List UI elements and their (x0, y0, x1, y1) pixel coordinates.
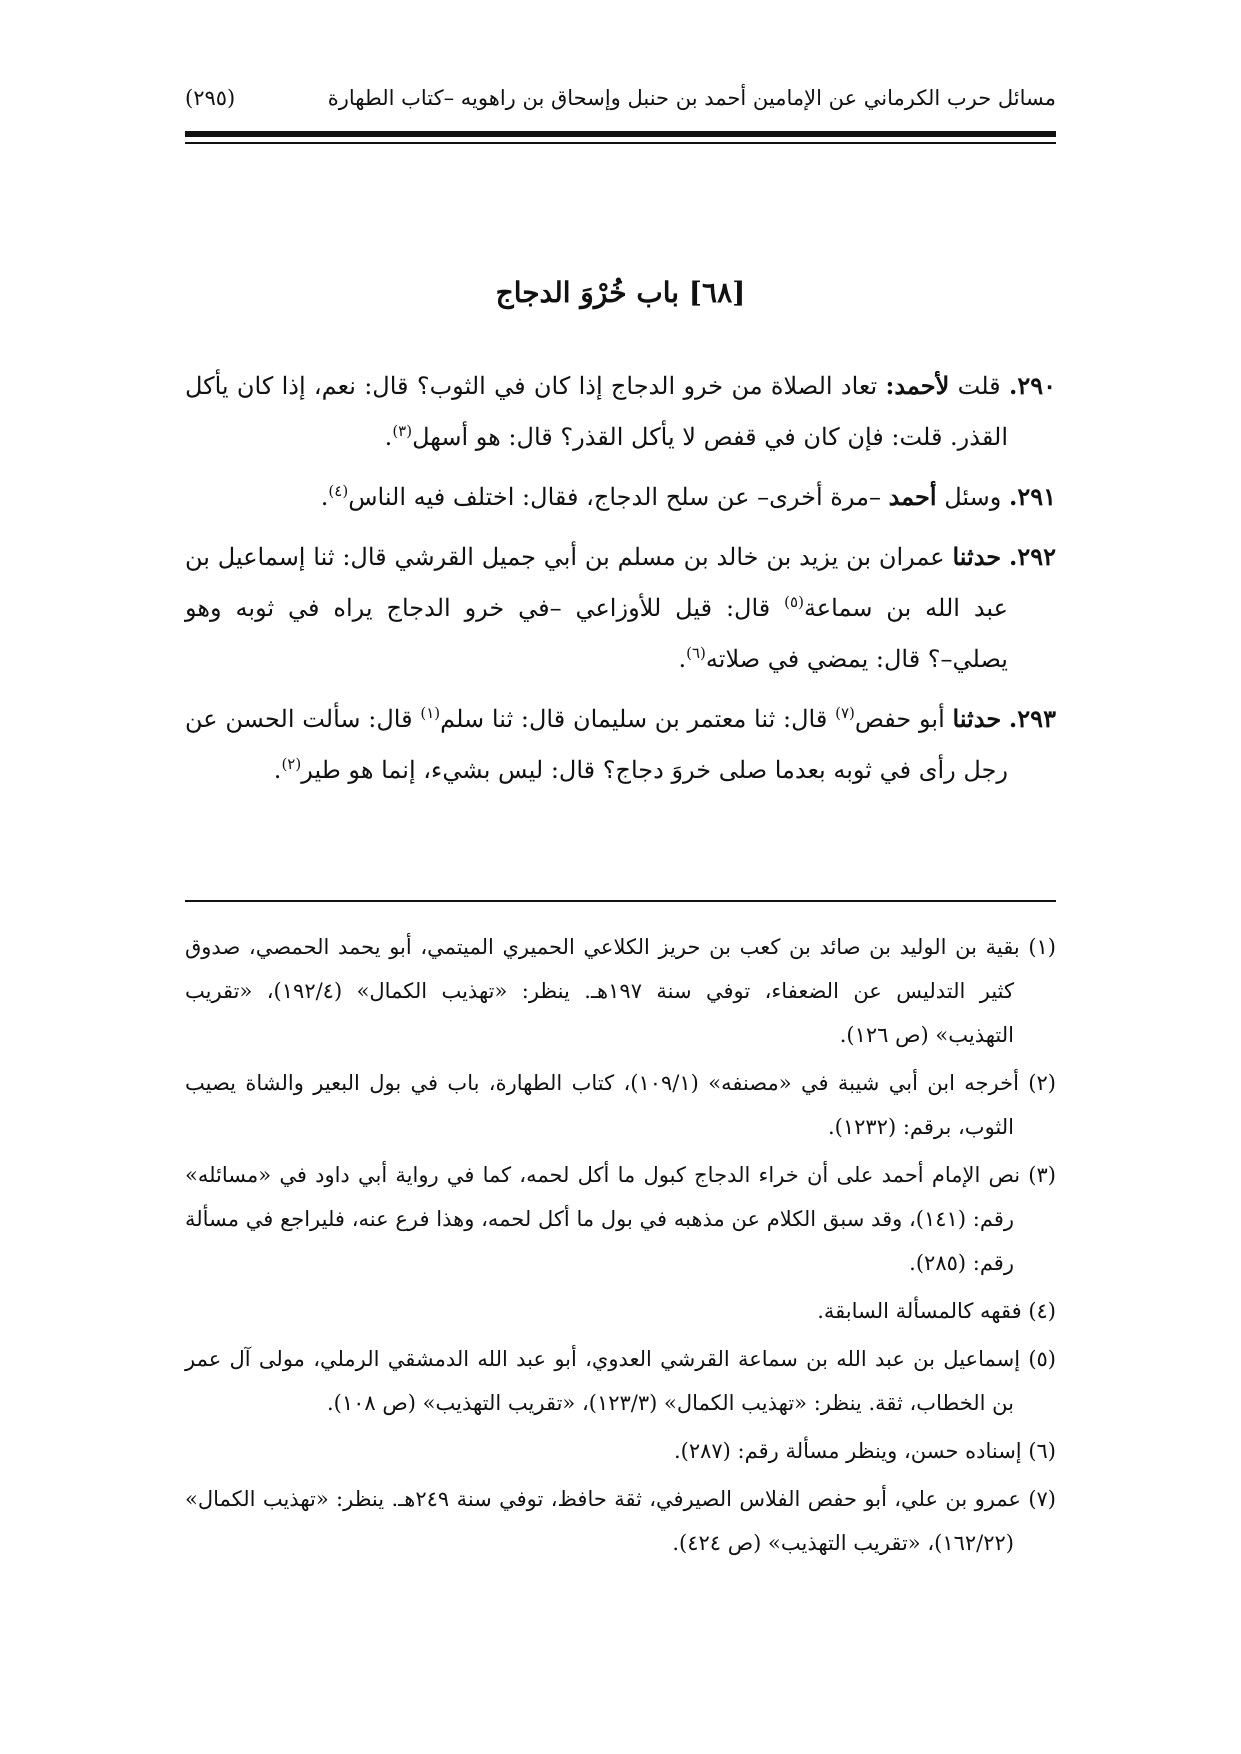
header-rule-thin (185, 142, 1056, 144)
running-header (185, 86, 1056, 110)
paragraph-lead: حدثنا (952, 542, 1002, 571)
header-rule-thick (185, 131, 1056, 137)
paragraph-bold-name: لأحمد: (885, 371, 950, 400)
paragraph-end: . (678, 645, 687, 673)
paragraph-291 (185, 471, 1056, 523)
paragraph-end: . (384, 423, 393, 451)
page-number: (٢٩٥) (185, 86, 236, 110)
footnote-separator (185, 900, 1056, 902)
main-text (185, 360, 1056, 804)
chapter-title: [٦٨] باب خُرْوَ الدجاج (495, 276, 746, 309)
paragraph-end: . (320, 483, 329, 511)
footnote-ref: (٣) (392, 422, 413, 440)
paragraph-lead: قلت (957, 372, 1001, 400)
footnote-ref: (٢) (281, 755, 302, 773)
footnote-2: (٢) أخرجه ابن أبي شيبة في «مصنفه» (١٠٩/١)، كتاب الطهارة، باب في بول البعير والشاة يصيب الثوب، برقم: (١٢٣٢). (185, 1071, 1056, 1139)
paragraph-text: قال: سألت الحسن عن رجل رأى في ثوبه بعدما صلى خروَ دجاج؟ قال: ليس بشيء، إنما هو طير (185, 705, 1008, 784)
paragraph-290 (185, 360, 1056, 463)
footnote-3: (٣) نص الإمام أحمد على أن خراء الدجاج كبول ما أكل لحمه، كما في رواية أبي داود في «مسائله» رقم: (١٤١)، وقد سبق الكلام عن مذهبه في بول ما أكل لحمه، وهذا فرع عنه، فليراجع في مسألة رقم: (٢٨٥). (185, 1163, 1056, 1275)
paragraph-text: –مرة أخرى– عن سلح الدجاج، فقال: اختلف فيه الناس (348, 483, 881, 511)
footnote-ref: (٧) (835, 704, 855, 722)
paragraph-number: ٢٩٢. (1008, 542, 1056, 571)
paragraph-bold-name: أحمد (888, 482, 937, 511)
paragraph-292 (185, 531, 1056, 685)
paragraph-293 (185, 693, 1056, 796)
paragraph-text: أبو حفص (854, 705, 945, 733)
footnote-ref: (٤) (328, 482, 349, 500)
paragraph-text: قال: ثنا معتمر بن سليمان قال: ثنا سلم (440, 705, 828, 733)
footnote-4: (٤) فقهه كالمسألة السابقة. (817, 1299, 1056, 1323)
footnote-1: (١) بقية بن الوليد بن صائد بن كعب بن حريز الكلاعي الحميري الميتمي، أبو يحمد الحمصي، صدوق كثير التدليس عن الضعفاء، توفي سنة ١٩٧هـ. ينظر: «تهذيب الكمال» (١٩٢/٤)، «تقريب التهذيب» (ص ١٢٦). (185, 935, 1056, 1047)
header-title: مسائل حرب الكرماني عن الإمامين أحمد بن حنبل وإسحاق بن راهويه –كتاب الطهارة (327, 86, 1056, 110)
footnote-6: (٦) إسناده حسن، وينظر مسألة رقم: (٢٨٧). (673, 1439, 1056, 1463)
footnote-ref: (٦) (686, 644, 706, 662)
paragraph-text: عمران بن يزيد بن خالد بن مسلم بن أبي جميل القرشي قال: ثنا إسماعيل بن عبد الله بن سماعة (185, 543, 1008, 622)
paragraph-lead: وسئل (944, 483, 1002, 511)
footnote-ref: (٥) (784, 593, 804, 611)
footnote-ref: (١) (420, 704, 441, 722)
paragraph-number: ٢٩٠. (1008, 371, 1056, 400)
paragraph-end: . (273, 756, 282, 784)
paragraph-text: تعاد الصلاة من خرو الدجاج إذا كان في الثوب؟ قال: نعم، إذا كان يأكل القذر. قلت: فإن كان في قفص لا يأكل القذر؟ قال: هو أسهل (185, 372, 1008, 451)
paragraph-number: ٢٩٣. (1008, 704, 1056, 733)
paragraph-lead: حدثنا (952, 704, 1002, 733)
footnotes (185, 925, 1056, 1569)
footnote-5: (٥) إسماعيل بن عبد الله بن سماعة القرشي العدوي، أبو عبد الله الدمشقي الرملي، مولى آل عمر بن الخطاب، ثقة. ينظر: «تهذيب الكمال» (١٢٣/٣)، «تقريب التهذيب» (ص ١٠٨). (185, 1347, 1056, 1415)
footnote-7: (٧) عمرو بن علي، أبو حفص الفلاس الصيرفي، ثقة حافظ، توفي سنة ٢٤٩هـ. ينظر: «تهذيب الكمال» (١٦٢/٢٢)، «تقريب التهذيب» (ص ٤٢٤). (185, 1487, 1056, 1555)
paragraph-number: ٢٩١. (1008, 482, 1056, 511)
paragraph-text: قال: قيل للأوزاعي –في خرو الدجاج يراه في ثوبه وهو يصلي–؟ قال: يمضي في صلاته (185, 594, 1008, 673)
